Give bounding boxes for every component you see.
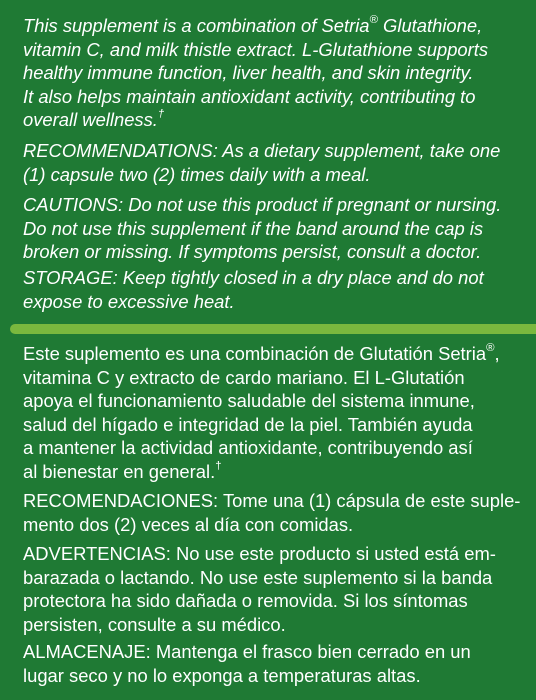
english-intro-line: vitamin C, and milk thistle extract. L-Glutathione supports bbox=[23, 38, 489, 60]
english-storage-line: expose to excessive heat. bbox=[23, 290, 235, 312]
english-cautions-paragraph bbox=[23, 193, 524, 264]
spanish-advertencias-line: barazada o lactando. No use este suplemento si la banda bbox=[23, 566, 493, 588]
spanish-advertencias-line: persisten, consulte a su médico. bbox=[23, 613, 286, 635]
english-recommendations-line: (1) capsule two (2) times daily with a meal. bbox=[23, 163, 371, 185]
spanish-intro-line: a mantener la actividad antioxidante, contribuyendo así bbox=[23, 437, 473, 458]
spanish-advertencias-line: ADVERTENCIAS: No use este producto si usted está em- bbox=[23, 543, 496, 564]
english-intro-line: healthy immune function, liver health, and skin integrity. bbox=[23, 62, 474, 83]
english-storage-paragraph bbox=[23, 266, 524, 313]
english-recommendations-paragraph bbox=[23, 139, 524, 186]
spanish-almacenaje-line: ALMACENAJE: Mantenga el frasco bien cerrado en un bbox=[23, 641, 471, 662]
english-intro-line: It also helps maintain antioxidant activity, contributing to bbox=[23, 85, 476, 107]
english-intro-paragraph bbox=[23, 14, 524, 132]
section-divider bbox=[10, 324, 536, 334]
spanish-recomendaciones-paragraph bbox=[23, 489, 524, 536]
spanish-almacenaje-paragraph bbox=[23, 640, 524, 687]
english-intro-line: This supplement is a combination of Setria® Glutathione, bbox=[23, 14, 483, 36]
english-cautions-line: CAUTIONS: Do not use this product if pregnant or nursing. bbox=[23, 194, 502, 215]
spanish-intro-line: apoya el funcionamiento saludable del sistema inmune, bbox=[23, 390, 475, 411]
english-intro-line: overall wellness.† bbox=[23, 108, 165, 130]
english-cautions-line: broken or missing. If symptoms persist, consult a doctor. bbox=[23, 241, 482, 262]
spanish-recomendaciones-line: RECOMENDACIONES: Tome una (1) cápsula de este suple- bbox=[23, 490, 521, 511]
spanish-advertencias-paragraph bbox=[23, 542, 524, 636]
spanish-intro-line: al bienestar en general.† bbox=[23, 459, 222, 482]
spanish-label-panel bbox=[0, 334, 536, 700]
spanish-intro-line: salud del hígado e integridad de la piel. También ayuda bbox=[23, 413, 473, 435]
english-storage-line: STORAGE: Keep tightly closed in a dry place and do not bbox=[23, 267, 484, 288]
spanish-recomendaciones-line: mento dos (2) veces al día con comidas. bbox=[23, 513, 354, 535]
english-cautions-line: Do not use this supplement if the band around the cap is bbox=[23, 217, 484, 239]
spanish-intro-line: Este suplemento es una combinación de Glutatión Setria®, bbox=[23, 342, 500, 364]
spanish-almacenaje-line: lugar seco y no lo exponga a temperaturas altas. bbox=[23, 664, 421, 686]
spanish-intro-line: vitamina C y extracto de cardo mariano. El L-Glutatión bbox=[23, 366, 465, 388]
spanish-intro-paragraph bbox=[23, 342, 524, 483]
spanish-advertencias-line: protectora ha sido dañada o removida. Si los síntomas bbox=[23, 590, 468, 611]
english-label-panel bbox=[0, 0, 536, 324]
english-recommendations-line: RECOMMENDATIONS: As a dietary supplement, take one bbox=[23, 140, 501, 161]
